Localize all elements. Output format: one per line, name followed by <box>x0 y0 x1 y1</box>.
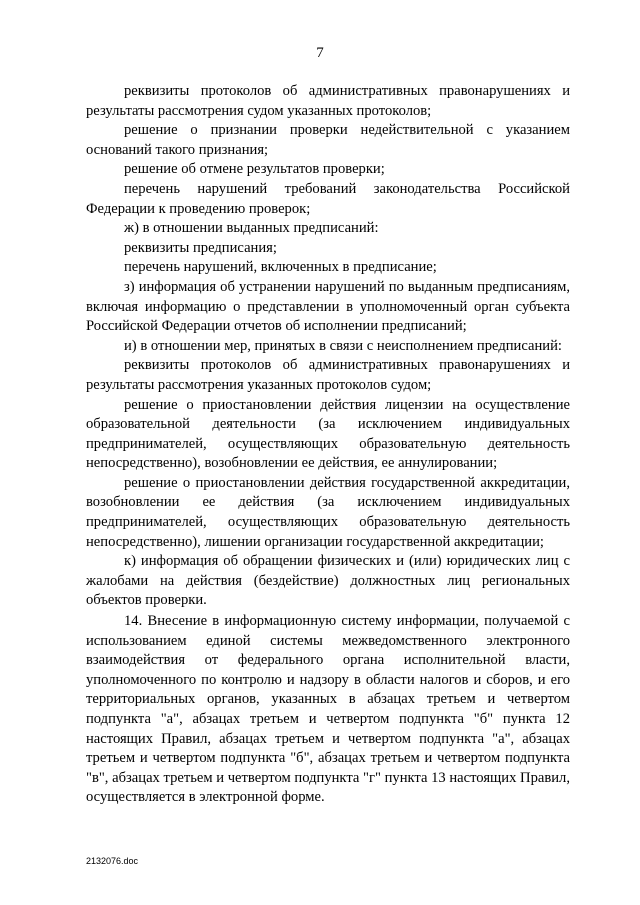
page-number: 7 <box>316 45 324 61</box>
paragraph-violations-list: перечень нарушений требований законодательства Российской Федерации к проведению проверок; <box>86 180 570 217</box>
paragraph-section-14: 14. Внесение в информационную систему информации, получаемой с использованием единой системы межведомственного электронного взаимодействия от федерального органа исполнительной власти, уполномоченного по контролю и надзору в области налогов и сборов, и его территориальных органов, указанных в абзацах третьем и четвертом подпункта "а", абзацах третьем и четвертом подпункта "б" пункта 12 настоящих Правил, абзацах третьем и четвертом подпункта "а", абзацах третьем и четвертом подпункта "б", абзацах третьем и четвертом подпункта "в", абзацах третьем и четвертом подпункта "г" пункта 13 настоящих Правил, осуществляется в электронной форме. <box>86 613 570 806</box>
paragraph-item-zh: ж) в отношении выданных предписаний: <box>124 220 379 237</box>
paragraph-inspection-invalid: решение о признании проверки недействительной с указанием оснований такого признания; <box>86 122 570 158</box>
paragraph-protocol-results: реквизиты протоколов об административных правонарушениях и результаты рассмотрения указанных протоколов судом; <box>86 357 570 393</box>
paragraph-order-violations: перечень нарушений, включенных в предписание; <box>124 259 437 276</box>
paragraph-item-k: к) информация об обращении физических и (или) юридических лиц с жалобами на действия (бездействие) должностных лиц региональных объектов проверки. <box>86 553 570 609</box>
paragraph-order-details: реквизиты предписания; <box>124 239 277 256</box>
paragraph-protocol-details: реквизиты протоколов об административных правонарушениях и результаты рассмотрения судом указанных протоколов; <box>86 83 570 119</box>
paragraph-results-cancel: решение об отмене результатов проверки; <box>124 161 385 178</box>
paragraph-item-z: з) информация об устранении нарушений по выданным предписаниям, включая информацию о представлении в уполномоченный орган субъекта Российской Федерации отчетов об исполнении предписаний; <box>86 278 570 335</box>
document-body <box>86 82 570 808</box>
document-filename: 2132076.doc <box>86 856 139 866</box>
paragraph-item-i: и) в отношении мер, принятых в связи с неисполнением предписаний: <box>124 337 562 354</box>
paragraph-accreditation-suspension: решение о приостановлении действия государственной аккредитации, возобновлении ее действия (за исключением индивидуальных предпринимателей, осуществляющих образовательную деятельность непосредственно), лишении организации государственной аккредитации; <box>86 474 570 550</box>
paragraph-license-suspension: решение о приостановлении действия лицензии на осуществление образовательной деятельности (за исключением индивидуальных предпринимателей, осуществляющих образовательную деятельность непосредственно), возобновлении ее действия, ее аннулировании; <box>86 396 570 472</box>
